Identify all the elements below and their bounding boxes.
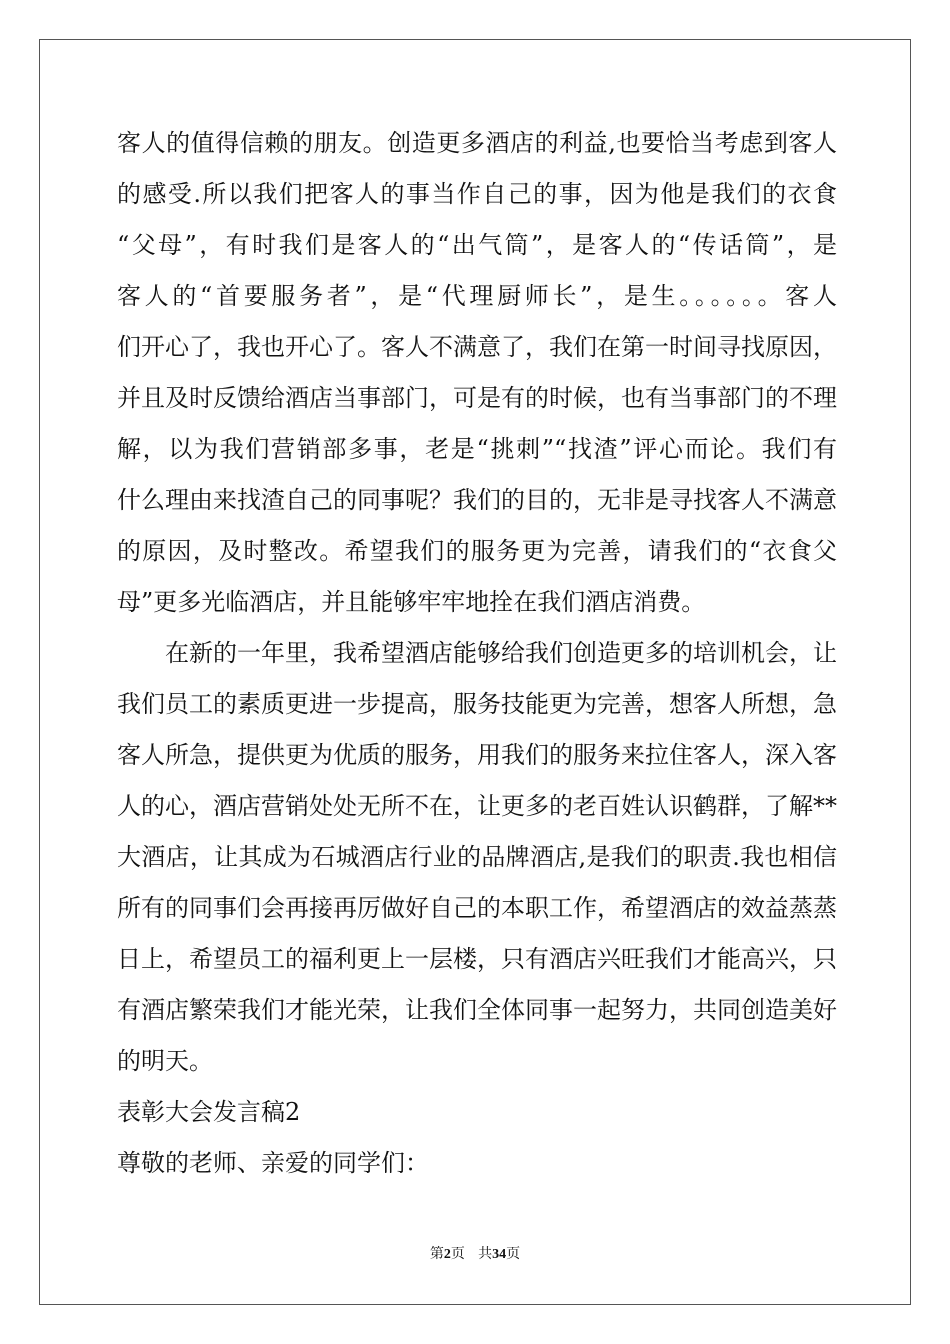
page-footer bbox=[0, 1244, 950, 1265]
body-line: “父母”，有时我们是客人的“出气筒”，是客人的“传话筒”，是 bbox=[117, 231, 837, 259]
body-line: 母”更多光临酒店，并且能够牢牢地拴在我们酒店消费。 bbox=[117, 588, 706, 616]
body-line: 有酒店繁荣我们才能光荣，让我们全体同事一起努力，共同创造美好 bbox=[117, 996, 837, 1024]
footer-total-suffix: 页 bbox=[506, 1246, 521, 1262]
body-line: 大酒店，让其成为石城酒店行业的品牌酒店,是我们的职责.我也相信 bbox=[117, 843, 837, 871]
body-line: 客人的值得信赖的朋友。创造更多酒店的利益,也要恰当考虑到客人 bbox=[117, 129, 837, 157]
body-line: 并且及时反馈给酒店当事部门，可是有的时候，也有当事部门的不理 bbox=[117, 384, 837, 412]
body-line: 解，以为我们营销部多事，老是“挑刺”“找渣”评心而论。我们有 bbox=[117, 435, 837, 463]
body-line: 日上，希望员工的福利更上一层楼，只有酒店兴旺我们才能高兴，只 bbox=[117, 945, 837, 973]
body-line: 的原因，及时整改。希望我们的服务更为完善，请我们的“衣食父 bbox=[117, 537, 837, 565]
body-line: 的感受.所以我们把客人的事当作自己的事，因为他是我们的衣食 bbox=[117, 180, 837, 208]
body-line: 客人所急，提供更为优质的服务，用我们的服务来拉住客人，深入客 bbox=[117, 741, 837, 769]
body-line: 们开心了，我也开心了。客人不满意了，我们在第一时间寻找原因， bbox=[117, 333, 837, 361]
body-line: 所有的同事们会再接再厉做好自己的本职工作，希望酒店的效益蒸蒸 bbox=[117, 894, 837, 922]
page-number: 2 bbox=[443, 1247, 451, 1262]
body-line: 我们员工的素质更进一步提高，服务技能更为完善，想客人所想，急 bbox=[117, 690, 837, 718]
footer-page-suffix: 页 bbox=[450, 1246, 465, 1262]
body-line: 客人的“首要服务者”，是“代理厨师长”，是生。。。。。。客人 bbox=[117, 282, 837, 310]
paragraph-first-line: 在新的一年里，我希望酒店能够给我们创造更多的培训机会，让 bbox=[165, 639, 837, 667]
salutation: 尊敬的老师、亲爱的同学们： bbox=[117, 1149, 429, 1177]
footer-total-prefix: 共 bbox=[478, 1246, 493, 1262]
footer-prefix: 第 bbox=[429, 1246, 444, 1262]
body-line: 人的心，酒店营销处处无所不在，让更多的老百姓认识鹤群，了解** bbox=[117, 792, 837, 820]
body-line: 什么理由来找渣自己的同事呢？我们的目的，无非是寻找客人不满意 bbox=[117, 486, 837, 514]
total-pages: 34 bbox=[492, 1247, 507, 1262]
body-line: 的明天。 bbox=[117, 1047, 213, 1075]
section-heading: 表彰大会发言稿2 bbox=[117, 1098, 301, 1126]
